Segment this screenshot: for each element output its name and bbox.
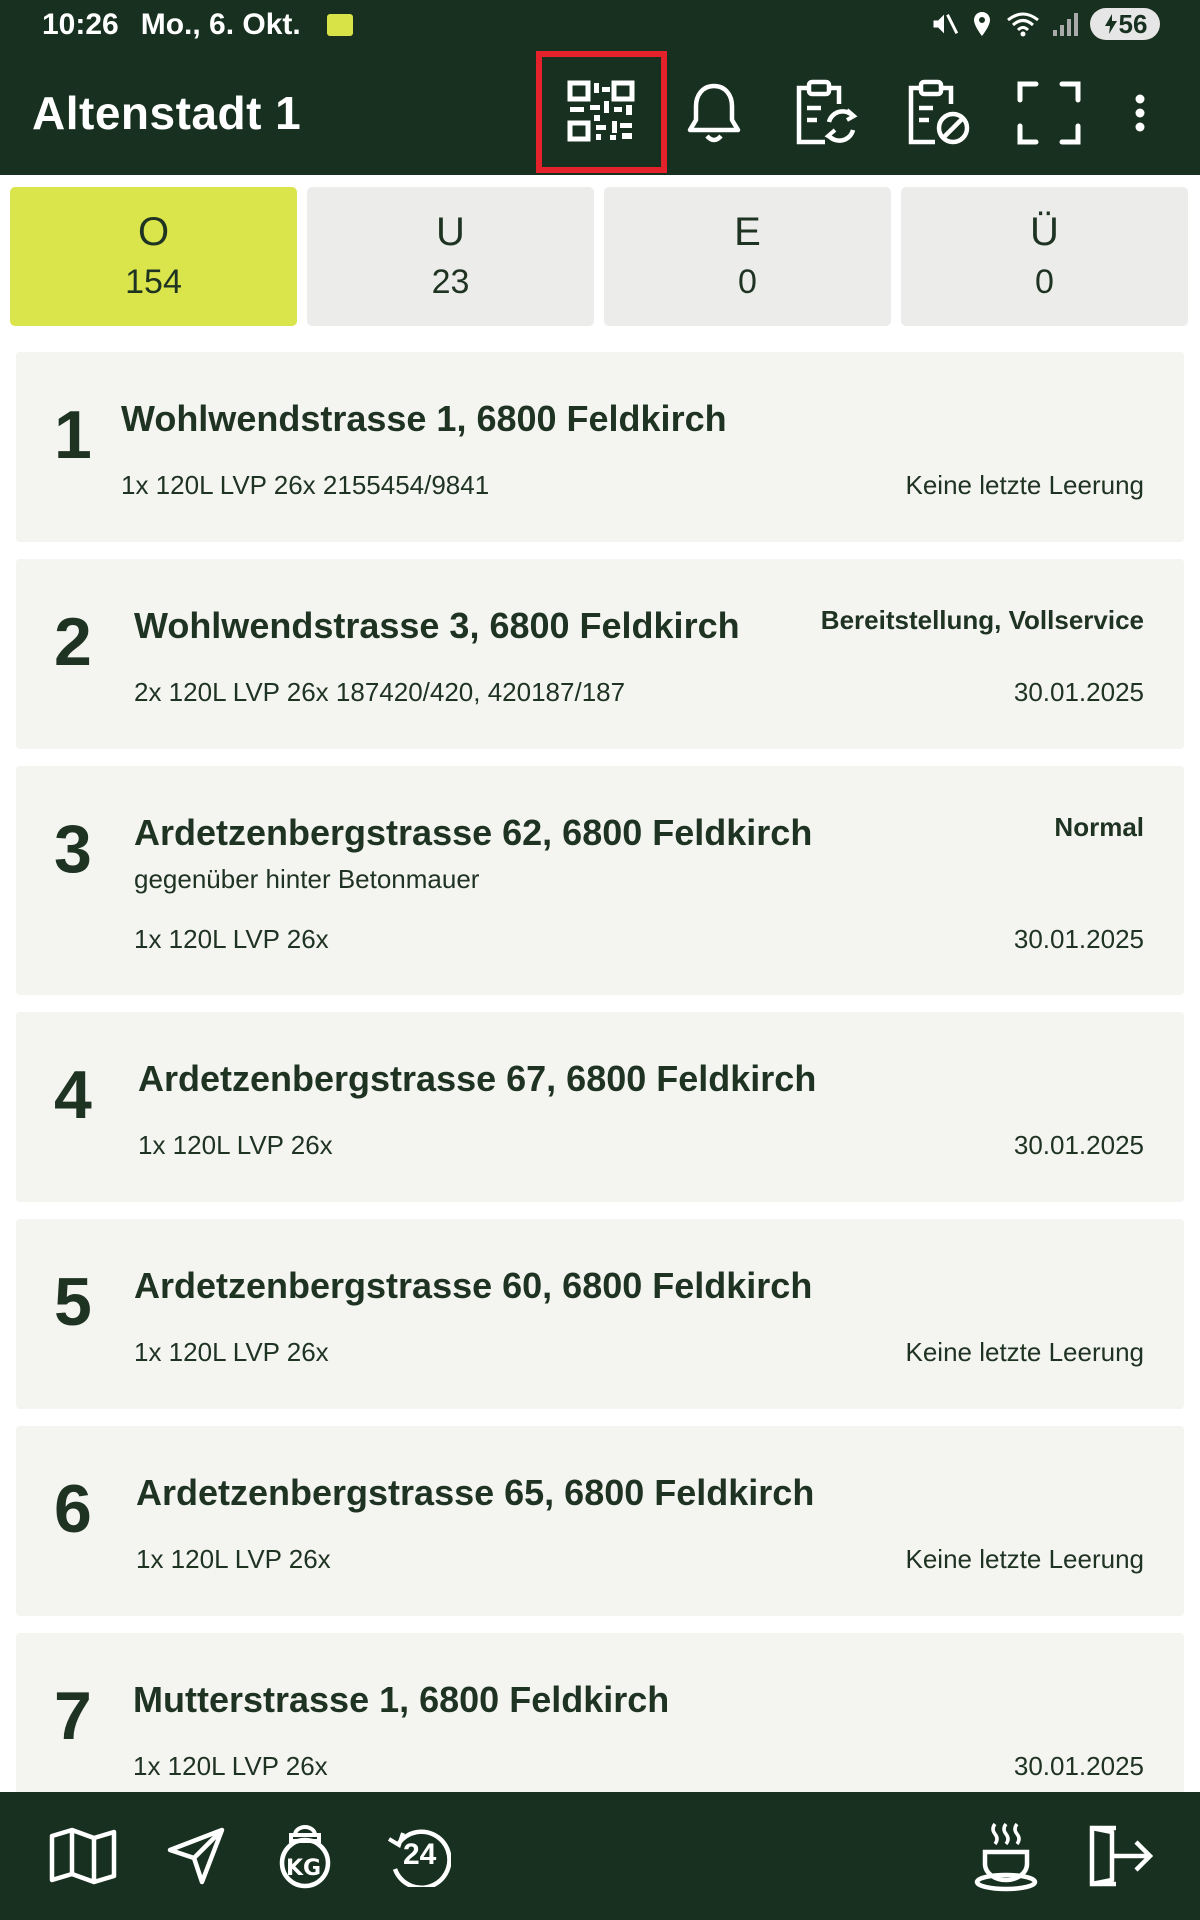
tab-count: 0: [1035, 262, 1054, 301]
stop-items: 1x 120L LVP 26x: [136, 1544, 331, 1574]
logout-icon: [1086, 1824, 1154, 1888]
stop-card[interactable]: [16, 1426, 1184, 1616]
wifi-icon: [1006, 10, 1040, 38]
stop-items: 1x 120L LVP 26x: [134, 1337, 329, 1367]
coffee-break-icon: [973, 1820, 1039, 1892]
stop-number: 3: [54, 811, 92, 887]
stop-last-emptying: Keine letzte Leerung: [905, 1337, 1144, 1367]
stop-card[interactable]: [16, 766, 1184, 995]
tab-ue[interactable]: [901, 187, 1188, 326]
status-date: Mo., 6. Okt.: [140, 8, 301, 41]
fullscreen-icon: [1016, 80, 1082, 146]
stop-last-emptying: Keine letzte Leerung: [905, 470, 1144, 500]
stop-address: Ardetzenbergstrasse 67, 6800 Feldkirch: [138, 1058, 817, 1099]
tab-letter: E: [734, 209, 761, 254]
stop-number: 2: [54, 604, 92, 680]
stop-last-emptying: Keine letzte Leerung: [905, 1544, 1144, 1574]
qr-code-icon: [566, 79, 638, 145]
kg-label: KG: [286, 1856, 322, 1881]
navigation-icon: [166, 1826, 226, 1886]
stop-address: Ardetzenbergstrasse 65, 6800 Feldkirch: [136, 1472, 815, 1513]
tab-u[interactable]: [307, 187, 594, 326]
mute-icon: [930, 10, 958, 38]
more-options-button[interactable]: [1116, 50, 1164, 175]
stop-card[interactable]: [16, 352, 1184, 542]
bell-icon: [684, 80, 744, 146]
tab-letter: O: [137, 209, 170, 254]
stop-number: 7: [54, 1678, 92, 1754]
24h-label: 24: [403, 1838, 437, 1871]
clipboard-block-button[interactable]: [888, 50, 986, 175]
tab-o[interactable]: [10, 187, 297, 326]
stop-card[interactable]: [16, 1012, 1184, 1202]
charging-icon: [1103, 13, 1119, 35]
status-time: 10:26: [42, 8, 119, 41]
navigate-button[interactable]: [156, 1792, 236, 1920]
notifications-button[interactable]: [670, 50, 758, 175]
stop-address: Ardetzenbergstrasse 60, 6800 Feldkirch: [134, 1265, 813, 1306]
stop-address: Wohlwendstrasse 1, 6800 Feldkirch: [121, 398, 727, 439]
more-vert-icon: [1133, 93, 1147, 133]
map-button[interactable]: [40, 1792, 126, 1920]
stop-number: 1: [54, 397, 92, 473]
clipboard-sync-icon: [791, 78, 859, 148]
status-bar: [0, 0, 1200, 50]
logout-button[interactable]: [1080, 1792, 1160, 1920]
fullscreen-button[interactable]: [1000, 50, 1098, 175]
stop-items: 1x 120L LVP 26x 2155454/9841: [121, 470, 490, 500]
stop-items: 1x 120L LVP 26x: [133, 1751, 328, 1781]
stop-status: Bereitstellung, Vollservice: [820, 605, 1144, 635]
stop-last-emptying: 30.01.2025: [1013, 1751, 1144, 1781]
clipboard-sync-button[interactable]: [776, 50, 874, 175]
tab-letter: Ü: [1030, 209, 1059, 254]
tab-count: 154: [125, 262, 182, 301]
stop-items: 1x 120L LVP 26x: [138, 1130, 333, 1160]
clipboard-block-icon: [903, 78, 971, 148]
stop-address: Ardetzenbergstrasse 62, 6800 Feldkirch: [134, 812, 813, 853]
stop-card[interactable]: [16, 1219, 1184, 1409]
filter-tabs: [10, 187, 1190, 326]
map-icon: [48, 1826, 118, 1886]
24h-button[interactable]: [380, 1792, 456, 1920]
qr-scan-button[interactable]: [536, 51, 667, 173]
stop-last-emptying: 30.01.2025: [1013, 677, 1144, 707]
location-icon: [970, 10, 994, 38]
bottom-nav: [0, 1792, 1200, 1920]
app-bar: [0, 50, 1200, 175]
stop-last-emptying: 30.01.2025: [1013, 1130, 1144, 1160]
tab-e[interactable]: [604, 187, 891, 326]
stop-status: Normal: [1054, 812, 1144, 842]
break-button[interactable]: [968, 1792, 1044, 1920]
tab-letter: U: [436, 209, 465, 254]
stop-number: 6: [54, 1471, 92, 1547]
signal-icon: [1052, 10, 1078, 38]
tab-count: 23: [431, 262, 470, 301]
stop-number: 4: [54, 1057, 92, 1133]
tab-count: 0: [738, 262, 757, 301]
stop-card[interactable]: [16, 559, 1184, 749]
stop-address: Wohlwendstrasse 3, 6800 Feldkirch: [134, 605, 740, 646]
battery-icon: [1090, 8, 1160, 40]
weight-button[interactable]: [270, 1792, 340, 1920]
stop-last-emptying: 30.01.2025: [1013, 924, 1144, 954]
app-badge-icon: [327, 14, 353, 36]
stop-address: Mutterstrasse 1, 6800 Feldkirch: [133, 1679, 670, 1720]
stop-number: 5: [54, 1264, 92, 1340]
page-title: Altenstadt 1: [32, 87, 302, 139]
stop-note: gegenüber hinter Betonmauer: [134, 864, 480, 894]
stop-items: 2x 120L LVP 26x 187420/420, 420187/187: [134, 677, 626, 707]
stop-items: 1x 120L LVP 26x: [134, 924, 329, 954]
battery-level: 56: [1118, 8, 1148, 39]
